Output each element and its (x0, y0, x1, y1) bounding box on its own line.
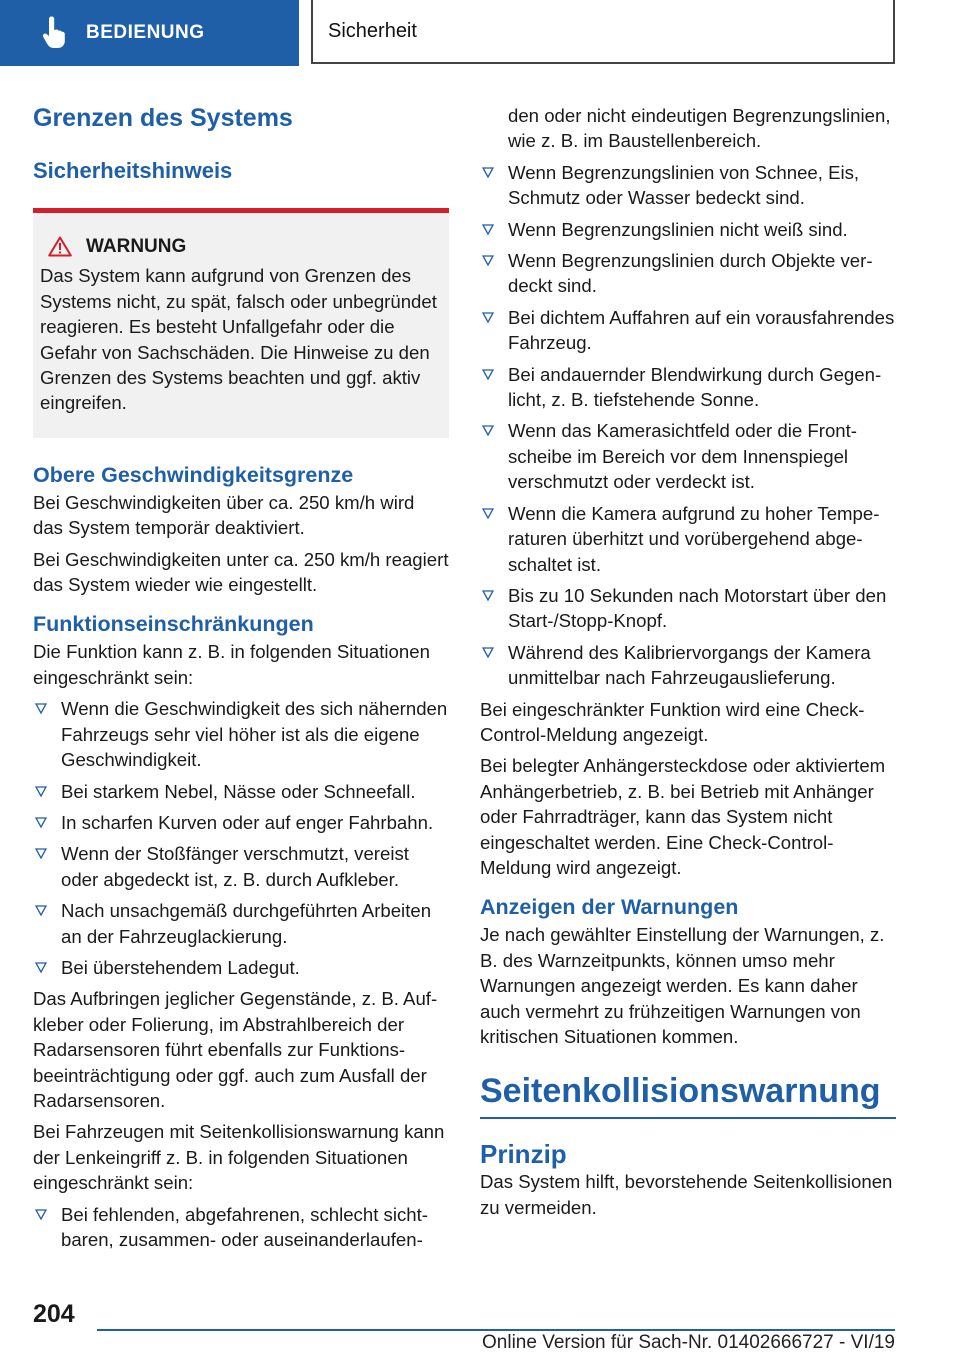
bullet-triangle-icon (482, 312, 494, 324)
list-item: Wenn das Kamerasichtfeld oder die Frontscheibe im Bereich vor dem Innenspiegel verschmutzt oder verdeckt ist. (480, 418, 896, 494)
list-item: Wenn Begrenzungslinien durch Objekte verdeckt sind. (480, 248, 896, 299)
bullet-triangle-icon (482, 425, 494, 437)
warning-header (40, 234, 442, 259)
bullet-triangle-icon (482, 647, 494, 659)
steering-limitation-list (480, 103, 896, 691)
bullet-triangle-icon (482, 224, 494, 236)
left-column (33, 96, 449, 1258)
heading-warning-display: Anzeigen der Warnungen (480, 895, 739, 920)
heading-function-limitations: Funktionseinschränkungen (33, 612, 314, 637)
list-item: Wenn Begrenzungslinien nicht weiß sind. (480, 217, 896, 242)
heading-side-collision-warning: Seitenkollisionswarnung (480, 1071, 896, 1119)
heading-principle: Prinzip (480, 1139, 567, 1170)
list-item: Während des Kalibriervorgangs der Kamera unmittelbar nach Fahrzeugauslieferung. (480, 640, 896, 691)
list-item: Bis zu 10 Sekunden nach Motorstart über den Start-/Stopp-Knopf. (480, 583, 896, 634)
steering-paragraph-2: Bei belegter Anhängersteckdose oder aktiviertem Anhängerbetrieb, z. B. bei Betrieb mit Anhänger oder Fahrradträger, kann das System nicht eingeschaltet werden. Eine Check-Control-Meldung wird angezeigt. (480, 755, 886, 878)
list-item: Bei überstehendem Ladegut. (33, 955, 449, 980)
section-tab-label: BEDIENUNG (86, 22, 205, 43)
function-paragraph-1: Das Aufbringen jeglicher Gegenstände, z. B. Aufkleber oder Folierung, im Abstrahlbereich der Radarsensoren führt ebenfalls zur Funktionsbeeinträchtigung oder ggf. auch zum Ausfall der Radarsensoren. (33, 988, 438, 1111)
speed-paragraph-2: Bei Geschwindigkeiten unter ca. 250 km/h reagiert das System wieder wie eingestellt. (33, 548, 449, 596)
bullet-triangle-icon (482, 167, 494, 179)
bullet-triangle-icon (35, 817, 47, 829)
list-item-continued: den oder nicht eindeutigen Begrenzungslinien, wie z. B. im Baustellenbereich. (508, 105, 891, 152)
bullet-triangle-icon (35, 905, 47, 917)
footer-divider (97, 1329, 895, 1331)
page-header (0, 0, 960, 66)
list-item: Bei fehlenden, abgefahrenen, schlecht sichtbaren, zusammen- oder auseinanderlaufen- (33, 1202, 449, 1253)
list-item: Wenn die Geschwindigkeit des sich nähernden Fahrzeugs sehr viel höher ist als die eigene Geschwindigkeit. (33, 696, 449, 772)
list-item: Bei andauernder Blendwirkung durch Gegenlicht, z. B. tiefstehende Sonne. (480, 362, 896, 413)
display-paragraph: Je nach gewählter Einstellung der Warnungen, z. B. des Warnzeitpunkts, können umso mehr Warnungen angezeigt werden. Es kann daher auch vermehrt zu frühzeitigen Warnungen von kritischen Situationen kommen. (480, 924, 885, 1047)
steering-paragraph-1: Bei eingeschränkter Funktion wird eine Check-Control-Meldung angezeigt. (480, 698, 865, 745)
heading-safety-note: Sicherheitshinweis (33, 158, 233, 183)
function-limitation-list (33, 696, 449, 980)
chapter-title-box (311, 0, 895, 64)
pointing-hand-icon (36, 16, 70, 50)
list-item: Wenn der Stoßfänger verschmutzt, vereist oder abgedeckt ist, z. B. durch Aufkleber. (33, 841, 449, 892)
bullet-triangle-icon (35, 1209, 47, 1221)
function-intro: Die Funktion kann z. B. in folgenden Situationen eingeschränkt sein: (33, 641, 430, 688)
warning-label: WARNUNG (86, 236, 187, 257)
bullet-triangle-icon (35, 848, 47, 860)
chapter-title: Sicherheit (328, 19, 417, 42)
right-column (480, 103, 896, 1226)
warning-triangle-icon (48, 236, 72, 257)
list-item: In scharfen Kurven oder auf enger Fahrbahn. (33, 810, 449, 835)
function-paragraph-2: Bei Fahrzeugen mit Seitenkollisionswarnung kann der Lenkeingriff z. B. in folgenden Situationen eingeschränkt sein: (33, 1121, 445, 1194)
bullet-triangle-icon (35, 703, 47, 715)
bullet-triangle-icon (482, 508, 494, 520)
list-item: Bei dichtem Auffahren auf ein vorausfahrendes Fahrzeug. (480, 305, 896, 356)
page-number: 204 (33, 1300, 75, 1328)
bullet-triangle-icon (35, 962, 47, 974)
section-tab[interactable] (0, 0, 299, 66)
steering-limitation-list-start (33, 1202, 449, 1253)
bullet-triangle-icon (482, 590, 494, 602)
list-item: Wenn Begrenzungslinien von Schnee, Eis, Schmutz oder Wasser bedeckt sind. (480, 160, 896, 211)
list-item: Wenn die Kamera aufgrund zu hoher Temperaturen überhitzt und vorübergehend abgeschaltet ist. (480, 501, 896, 577)
bullet-triangle-icon (35, 786, 47, 798)
warning-text: Das System kann aufgrund von Grenzen des Systems nicht, zu spät, falsch oder unbegründet reagieren. Es besteht Unfallgefahr oder die Gefahr von Sachschäden. Die Hinweise zu den Grenzen des Systems beachten und ggf. aktiv eingreifen. (40, 265, 437, 414)
warning-box (33, 208, 449, 438)
bullet-triangle-icon (482, 255, 494, 267)
heading-upper-speed-limit: Obere Geschwindigkeitsgrenze (33, 462, 354, 487)
principle-paragraph: Das System hilft, bevorstehende Seitenkollisionen zu vermeiden. (480, 1171, 893, 1218)
list-item: Bei starkem Nebel, Nässe oder Schneefall. (33, 779, 449, 804)
list-item: Nach unsachgemäß durchgeführten Arbeiten an der Fahrzeuglackierung. (33, 898, 449, 949)
footer-text: Online Version für Sach-Nr. 01402666727 - VI/19 (482, 1332, 895, 1353)
bullet-triangle-icon (482, 369, 494, 381)
speed-paragraph-1: Bei Geschwindigkeiten über ca. 250 km/h wird das System temporär deaktiviert. (33, 491, 415, 539)
heading-system-limits: Grenzen des Systems (33, 104, 293, 132)
